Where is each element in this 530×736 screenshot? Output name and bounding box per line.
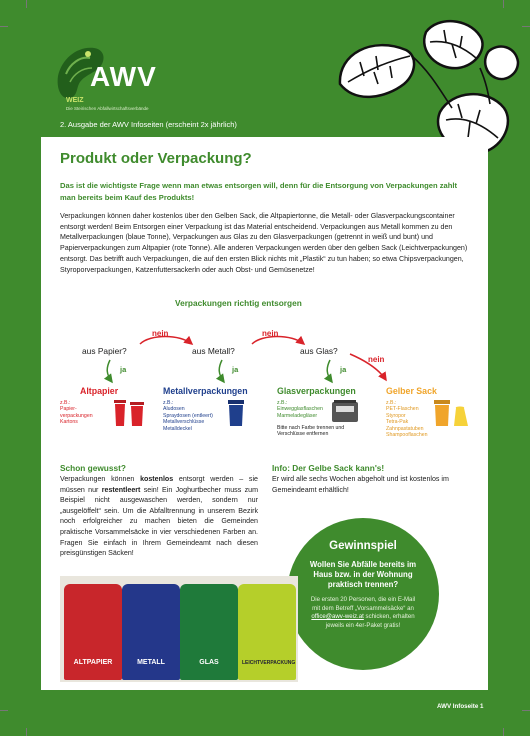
question-papier: aus Papier?	[82, 346, 127, 356]
crop-mark	[0, 26, 8, 27]
crop-mark	[522, 26, 530, 27]
crop-mark	[503, 728, 504, 736]
gewinnspiel-badge	[287, 518, 439, 670]
question-glas: aus Glas?	[300, 346, 338, 356]
crop-mark	[26, 728, 27, 736]
section-title: Verpackungen richtig entsorgen	[175, 298, 302, 308]
glas-note: Bitte nach Farbe trennen und Verschlüsse entfernen	[277, 425, 345, 438]
sack-glas: GLAS	[180, 584, 238, 680]
crop-mark	[26, 0, 27, 8]
schon-gewusst-text: Verpackungen können kostenlos entsorgt werden – sie müssen nur restentleert sein! Ein Joghurtbecher muss zum Beispiel nicht ausgewaschen werden, sondern nur „ausgelöffelt“ sein. Um die Abfalltrennung in unserem Bezirk noch erfolgreicher zu machen bieten die Gemeinden praktische Vorsammelsäcke in vier verschiedenen Farben an. Fragen Sie einfach in Ihrem Gemeindeamt nach diesen preisgünstigen Säcken!	[60, 475, 258, 558]
gewinnspiel-text: Die ersten 20 Personen, die ein E-Mail mit dem Betreff „Vorsammelsäcke“ an office@awv-weiz.at schicken, erhalten jeweils ein 4er-Paket gratis!	[310, 596, 416, 629]
page-title: Produkt oder Verpackung?	[60, 150, 252, 167]
edition-note: 2. Ausgabe der AWV Infoseiten (erscheint 2x jährlich)	[60, 120, 237, 129]
schon-gewusst-title: Schon gewusst?	[60, 463, 126, 473]
info-title: Info: Der Gelbe Sack kann's!	[272, 463, 385, 473]
logo-weiz: WEIZ	[66, 97, 84, 104]
category-altpapier: Altpapier	[80, 386, 119, 396]
category-metall: Metallverpackungen	[163, 386, 248, 396]
red-bin-icon	[112, 398, 146, 428]
logo-text: AWV	[90, 61, 157, 92]
page-footer: AWV Infoseite 1	[437, 703, 484, 710]
email-link[interactable]: office@awv-weiz.at	[311, 613, 364, 621]
sack-metall: METALL	[122, 584, 180, 680]
gewinnspiel-question: Wollen Sie Abfälle bereits im Haus bzw. in der Wohnung praktisch trennen?	[309, 560, 417, 589]
ja-label-1: ja	[120, 365, 127, 374]
category-glas: Glasverpackungen	[277, 386, 356, 396]
ja-label-2: ja	[232, 365, 239, 374]
question-metall: aus Metall?	[192, 346, 235, 356]
nein-label-2: nein	[262, 329, 279, 338]
list-altpapier: z.B.: Papier- verpackungen Kartons	[60, 400, 93, 426]
yellow-bin-icon	[432, 398, 472, 428]
ja-label-3: ja	[340, 365, 347, 374]
category-gelber-sack: Gelber Sack	[386, 386, 437, 396]
list-metall: z.B.: Aludosen Spraydosen (entleert) Metallverschlüsse Metalldeckel	[163, 400, 213, 432]
info-text: Er wird alle sechs Wochen abgeholt und ist kostenlos im Gemeindeamt erhältlich!	[272, 475, 449, 494]
blue-bin-icon	[226, 398, 246, 428]
nein-label-3: nein	[368, 355, 385, 364]
glass-container-icon	[330, 398, 360, 424]
lead-paragraph: Das ist die wichtigste Frage wenn man etwas entsorgen will, denn für die Entsorgung von Verpackungen zahlt man bereits beim Kauf des Produkts!	[60, 181, 458, 202]
list-gelber-sack: z.B.: PET-Flaschen Styropor Tetra-Pak Zahnpastatuben Shampooflaschen	[386, 400, 428, 439]
sack-altpapier: ALTPAPIER	[64, 584, 122, 680]
sacks-photo	[60, 576, 298, 682]
gewinnspiel-title: Gewinnspiel	[329, 540, 397, 552]
nein-label-1: nein	[152, 329, 169, 338]
body-paragraph: Verpackungen können daher kostenlos über den Gelben Sack, die Altpapiertonne, die Metall- oder Glasverpackungscontainer entsorgt werden! Beim Entsorgen einer Verpackung ist das Material entscheidend. Verpackungen aus Metall kommen zu den Metallverpackungen (blaue Tonne), Verpackungen aus Glas zu den Glasverpackungen (getrennt in weiß und bunt) und Papierverpackungen zum Altpapier (rote Tonne). Alle anderen Verpackungen werden über den gelben Sack (Leichtverpackungen) entsorgt. Das betrifft auch Verpackungen, die auf den ersten Blick nichts mit „Plastik“ zu tun haben; so etwa Chipsverpackungen, Styroporverpackungen, Katzenfuttersackerln oder auch Obst- und Gemüsenetze!	[60, 212, 468, 274]
crop-mark	[0, 710, 8, 711]
list-glas: z.B.: Einwegglasflaschen Marmeladegläser	[277, 400, 323, 419]
sack-leichtverpackung: LEICHTVERPACKUNG	[238, 584, 296, 680]
logo-subtitle: Die Steirischen Abfallwirtschaftsverbände	[66, 106, 149, 111]
crop-mark	[522, 710, 530, 711]
crop-mark	[503, 0, 504, 8]
